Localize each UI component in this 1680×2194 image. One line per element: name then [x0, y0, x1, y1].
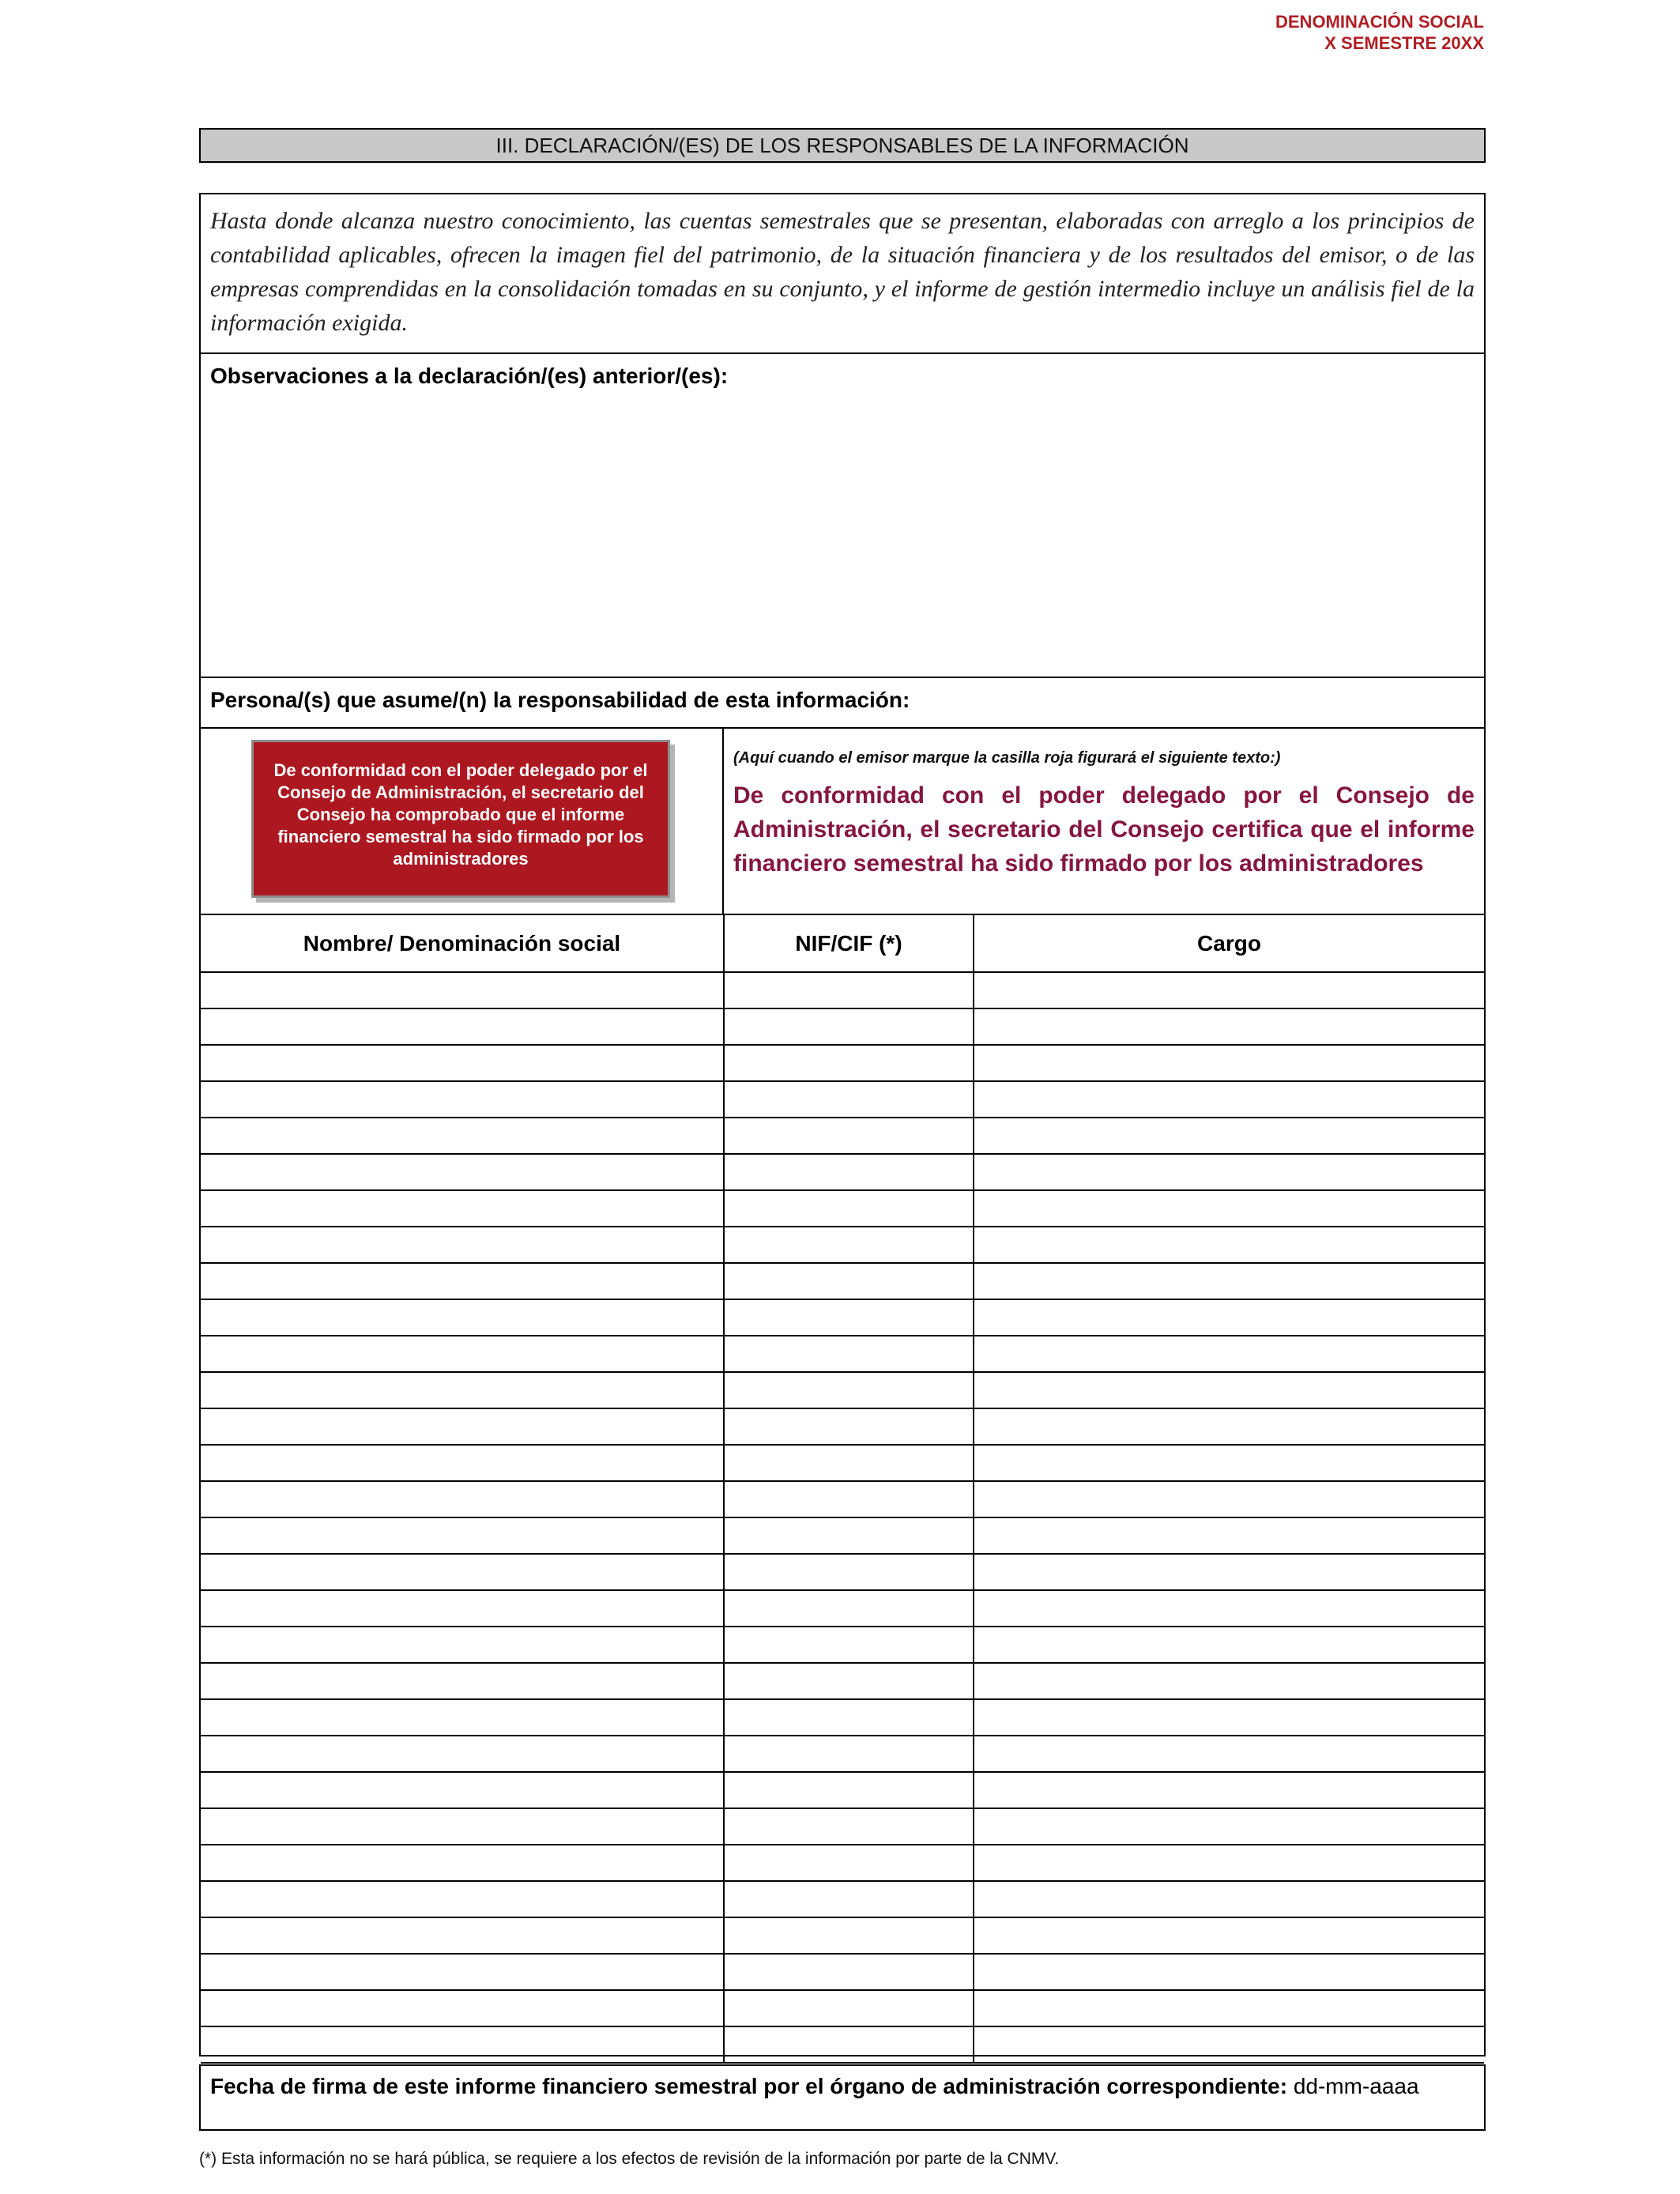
conformity-statement: De conformidad con el poder delegado por el Consejo de Administración, el secretario del Consejo certifica que el informe financiero semestral ha sido firmado por los administradores: [733, 782, 1475, 876]
cargo-cell[interactable]: [974, 1772, 1484, 1808]
signature-date-value[interactable]: dd-mm-aaaa: [1293, 2074, 1419, 2098]
cargo-cell[interactable]: [974, 1881, 1484, 1917]
cargo-cell[interactable]: [974, 1445, 1484, 1481]
cargo-cell[interactable]: [974, 1517, 1484, 1554]
name-cell[interactable]: [201, 1663, 724, 1699]
observations-field[interactable]: [201, 354, 1484, 678]
cargo-cell[interactable]: [974, 1481, 1484, 1517]
name-cell[interactable]: [201, 1845, 724, 1881]
table-row: [201, 1517, 1484, 1554]
nif-cell[interactable]: [724, 972, 974, 1008]
signature-date-field: [199, 2064, 1486, 2131]
conformity-red-button[interactable]: De conformidad con el poder delegado por el Consejo de Administración, el secretario del Consejo ha comprobado que el informe financiero semestral ha sido firmado por los administradores: [251, 740, 670, 898]
nif-cell[interactable]: [724, 1627, 974, 1663]
name-cell[interactable]: [201, 1881, 724, 1917]
nif-cell[interactable]: [724, 1772, 974, 1808]
cargo-cell[interactable]: [974, 1990, 1484, 2026]
name-cell[interactable]: [201, 1808, 724, 1845]
table-row: [201, 1699, 1484, 1736]
table-row: [201, 1263, 1484, 1299]
name-cell[interactable]: [201, 1481, 724, 1517]
cargo-cell[interactable]: [974, 1227, 1484, 1263]
table-row: [201, 1663, 1484, 1699]
table-row: [201, 1045, 1484, 1081]
signature-date-label: Fecha de firma de este informe financiero semestral por el órgano de administración correspondiente:: [210, 2074, 1288, 2098]
name-cell[interactable]: [201, 1299, 724, 1336]
column-header-nif: NIF/CIF (*): [724, 915, 974, 972]
nif-cell[interactable]: [724, 1008, 974, 1045]
nif-cell[interactable]: [724, 1736, 974, 1772]
nif-cell[interactable]: [724, 1663, 974, 1699]
nif-cell[interactable]: [724, 1045, 974, 1081]
table-row: [201, 1372, 1484, 1408]
table-row: [201, 1554, 1484, 1590]
conformity-note: (Aquí cuando el emisor marque la casilla roja figurará el siguiente texto:): [733, 749, 1281, 767]
period-label: X SEMESTRE 20XX: [1324, 33, 1484, 53]
name-cell[interactable]: [201, 1990, 724, 2026]
name-cell[interactable]: [201, 1118, 724, 1154]
name-cell[interactable]: [201, 1408, 724, 1445]
name-cell[interactable]: [201, 1954, 724, 1990]
name-cell[interactable]: [201, 1154, 724, 1190]
nif-cell[interactable]: [724, 1699, 974, 1736]
table-row: [201, 1954, 1484, 1990]
nif-cell[interactable]: [724, 1881, 974, 1917]
cargo-cell[interactable]: [974, 1736, 1484, 1772]
nif-cell[interactable]: [724, 1227, 974, 1263]
cargo-cell[interactable]: [974, 1408, 1484, 1445]
footnote: (*) Esta información no se hará pública, se requiere a los efectos de revisión de la información por parte de la CNMV.: [199, 2150, 1060, 2168]
declaration-form: [199, 193, 1486, 2056]
cargo-cell[interactable]: [974, 1190, 1484, 1227]
table-row: [201, 1118, 1484, 1154]
conformity-row: [201, 729, 1484, 915]
cargo-cell[interactable]: [974, 1663, 1484, 1699]
observations-label: Observaciones a la declaración/(es) anterior/(es):: [210, 364, 729, 388]
table-row: [201, 1736, 1484, 1772]
nif-cell[interactable]: [724, 1263, 974, 1299]
document-header: [1275, 11, 1484, 54]
table-row: [201, 1590, 1484, 1627]
name-cell[interactable]: [201, 1772, 724, 1808]
nif-cell[interactable]: [724, 1299, 974, 1336]
cargo-cell[interactable]: [974, 1845, 1484, 1881]
nif-cell[interactable]: [724, 1481, 974, 1517]
table-row: [201, 1227, 1484, 1263]
cargo-cell[interactable]: [974, 1554, 1484, 1590]
cargo-cell[interactable]: [974, 1336, 1484, 1372]
nif-cell[interactable]: [724, 1917, 974, 1954]
cargo-cell[interactable]: [974, 1372, 1484, 1408]
cargo-cell[interactable]: [974, 1008, 1484, 1045]
table-row: [201, 1445, 1484, 1481]
name-cell[interactable]: [201, 1372, 724, 1408]
nif-cell[interactable]: [724, 1118, 974, 1154]
company-name: DENOMINACIÓN SOCIAL: [1275, 12, 1484, 32]
table-row: [201, 972, 1484, 1008]
name-cell[interactable]: [201, 1627, 724, 1663]
table-row: [201, 1772, 1484, 1808]
nif-cell[interactable]: [724, 1408, 974, 1445]
name-cell[interactable]: [201, 1190, 724, 1227]
declaration-text: Hasta donde alcanza nuestro conocimiento, las cuentas semestrales que se presentan, elaboradas con arreglo a los principios de contabilidad aplicables, ofrecen la imagen fiel del patrimonio, de la situación financiera y de los resultados del emisor, o de las empresas comprendidas en la consolidación tomadas en su conjunto, y el informe de gestión intermedio incluye un análisis fiel de la información exigida.: [201, 194, 1484, 354]
persona-section-header: [201, 678, 1484, 729]
name-cell[interactable]: [201, 1081, 724, 1118]
nif-cell[interactable]: [724, 1590, 974, 1627]
cargo-cell[interactable]: [974, 1590, 1484, 1627]
name-cell[interactable]: [201, 1008, 724, 1045]
table-row: [201, 1154, 1484, 1190]
responsibles-table: [201, 915, 1484, 2064]
name-cell[interactable]: [201, 972, 724, 1008]
name-cell[interactable]: [201, 1336, 724, 1372]
table-row: [201, 1336, 1484, 1372]
column-header-cargo: Cargo: [974, 915, 1484, 972]
nif-cell[interactable]: [724, 1845, 974, 1881]
cargo-cell[interactable]: [974, 1081, 1484, 1118]
nif-cell[interactable]: [724, 1190, 974, 1227]
table-row: [201, 1990, 1484, 2026]
conformity-text-cell: [724, 729, 1484, 914]
table-row: [201, 1081, 1484, 1118]
table-row: [201, 1917, 1484, 1954]
cargo-cell[interactable]: [974, 2026, 1484, 2063]
name-cell[interactable]: [201, 1227, 724, 1263]
name-cell[interactable]: [201, 1445, 724, 1481]
name-cell[interactable]: [201, 1517, 724, 1554]
nif-cell[interactable]: [724, 1990, 974, 2026]
cargo-cell[interactable]: [974, 1917, 1484, 1954]
name-cell[interactable]: [201, 1736, 724, 1772]
cargo-cell[interactable]: [974, 1118, 1484, 1154]
nif-cell[interactable]: [724, 1445, 974, 1481]
cargo-cell[interactable]: [974, 1954, 1484, 1990]
name-cell[interactable]: [201, 1917, 724, 1954]
cargo-cell[interactable]: [974, 972, 1484, 1008]
name-cell[interactable]: [201, 1554, 724, 1590]
table-row: [201, 1481, 1484, 1517]
cargo-cell[interactable]: [974, 1263, 1484, 1299]
table-row: [201, 1808, 1484, 1845]
conformity-checkbox-cell: [201, 729, 724, 914]
table-header-row: [201, 915, 1484, 972]
table-row: [201, 1627, 1484, 1663]
table-row: [201, 1008, 1484, 1045]
column-header-name: Nombre/ Denominación social: [201, 915, 724, 972]
cargo-cell[interactable]: [974, 1699, 1484, 1736]
nif-cell[interactable]: [724, 2026, 974, 2063]
table-row: [201, 1881, 1484, 1917]
nif-cell[interactable]: [724, 1554, 974, 1590]
section-title: III. DECLARACIÓN/(ES) DE LOS RESPONSABLES DE LA INFORMACIÓN: [199, 128, 1486, 163]
table-row: [201, 1845, 1484, 1881]
name-cell[interactable]: [201, 1590, 724, 1627]
nif-cell[interactable]: [724, 1372, 974, 1408]
cargo-cell[interactable]: [974, 1808, 1484, 1845]
persona-label: Persona/(s) que asume/(n) la responsabilidad de esta información:: [210, 688, 910, 712]
nif-cell[interactable]: [724, 1517, 974, 1554]
name-cell[interactable]: [201, 1699, 724, 1736]
nif-cell[interactable]: [724, 1954, 974, 1990]
table-row: [201, 1190, 1484, 1227]
name-cell[interactable]: [201, 1045, 724, 1081]
cargo-cell[interactable]: [974, 1045, 1484, 1081]
nif-cell[interactable]: [724, 1154, 974, 1190]
cargo-cell[interactable]: [974, 1299, 1484, 1336]
nif-cell[interactable]: [724, 1336, 974, 1372]
nif-cell[interactable]: [724, 1808, 974, 1845]
name-cell[interactable]: [201, 1263, 724, 1299]
nif-cell[interactable]: [724, 1081, 974, 1118]
table-row: [201, 2026, 1484, 2063]
table-row: [201, 1408, 1484, 1445]
cargo-cell[interactable]: [974, 1627, 1484, 1663]
name-cell[interactable]: [201, 2026, 724, 2063]
cargo-cell[interactable]: [974, 1154, 1484, 1190]
table-row: [201, 1299, 1484, 1336]
